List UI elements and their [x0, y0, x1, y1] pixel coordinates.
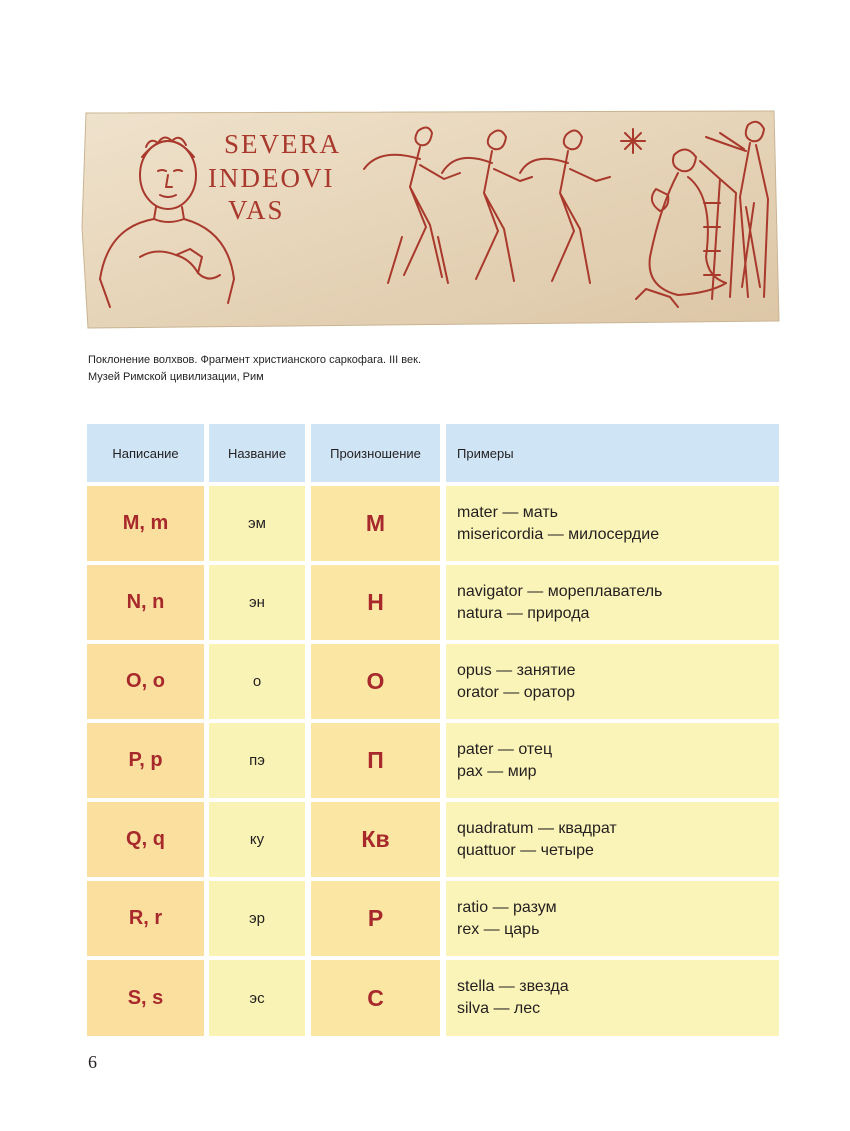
letter-pronunciation: М: [365, 510, 386, 536]
letter-pronunciation: Кв: [361, 826, 390, 852]
letter-cell: [87, 960, 204, 1036]
letter-name: эр: [249, 910, 265, 927]
letter-cell: [87, 565, 204, 640]
letter-name: о: [252, 673, 262, 690]
name-cell: [209, 565, 305, 640]
letter-cell: [87, 486, 204, 561]
example-1: mater — мать: [457, 503, 558, 521]
example-2: silva — лес: [457, 1000, 541, 1017]
name-cell: [209, 960, 305, 1036]
table-row: [87, 565, 779, 640]
letter-spelling: N, n: [126, 591, 165, 613]
example-2: orator — оратор: [457, 683, 575, 701]
letter-spelling: O, o: [126, 670, 165, 692]
table-row: [87, 486, 779, 561]
examples-cell: [446, 644, 779, 719]
examples-cell: [446, 960, 779, 1036]
example-2: pax — мир: [457, 762, 537, 780]
letter-name: ку: [249, 831, 265, 848]
letter-name: пэ: [249, 752, 265, 769]
sound-cell: [311, 565, 440, 640]
letter-spelling: R, r: [128, 907, 163, 929]
caption-line-2: Музей Римской цивилизации, Рим: [88, 371, 264, 383]
examples-cell: [446, 565, 779, 640]
letter-spelling: P, p: [128, 749, 163, 771]
letter-cell: [87, 723, 204, 798]
table-row: [87, 802, 779, 877]
header-name: Название: [209, 424, 305, 482]
inscription-line-3: VAS: [228, 195, 285, 225]
inscription-line-1: SEVERA: [224, 129, 342, 159]
table-row: [87, 881, 779, 956]
examples-cell: [446, 723, 779, 798]
table-header-row: [87, 424, 779, 482]
letter-spelling: Q, q: [126, 828, 165, 850]
header-pronunciation: Произношение: [311, 424, 440, 482]
name-cell: [209, 723, 305, 798]
name-cell: [209, 802, 305, 877]
sound-cell: [311, 960, 440, 1036]
header-examples: Примеры: [446, 424, 779, 482]
letter-name: эн: [249, 594, 265, 611]
examples-cell: [446, 802, 779, 877]
example-1: stella — звезда: [457, 978, 569, 995]
letter-pronunciation: Н: [367, 589, 384, 615]
example-1: quadratum — квадрат: [457, 819, 617, 837]
letter-pronunciation: С: [367, 984, 384, 1011]
name-cell: [209, 644, 305, 719]
sound-cell: [311, 486, 440, 561]
page-number: 6: [88, 1052, 97, 1072]
letter-spelling: S, s: [127, 986, 164, 1009]
letter-name: эм: [248, 515, 266, 532]
sound-cell: [311, 802, 440, 877]
sound-cell: [311, 723, 440, 798]
name-cell: [209, 881, 305, 956]
table-row: [87, 960, 779, 1036]
inscription-line-2: INDEOVI: [208, 163, 335, 193]
caption-line-1: Поклонение волхвов. Фрагмент христианского саркофага. III век.: [88, 354, 421, 366]
table-row: [87, 644, 779, 719]
example-2: natura — природа: [457, 604, 590, 622]
letter-pronunciation: П: [367, 747, 384, 773]
letter-cell: [87, 802, 204, 877]
image-caption: [88, 352, 421, 386]
letter-spelling: M, m: [122, 512, 169, 534]
name-cell: [209, 486, 305, 561]
letter-cell: [87, 881, 204, 956]
header-spelling: Написание: [87, 424, 204, 482]
sarcophagus-relief-image: [80, 107, 780, 329]
example-1: pater — отец: [457, 740, 553, 758]
example-2: misericordia — милосердие: [457, 525, 660, 543]
sound-cell: [311, 644, 440, 719]
example-2: rex — царь: [457, 920, 540, 938]
example-1: opus — занятие: [457, 661, 576, 679]
example-1: navigator — мореплаватель: [457, 582, 663, 600]
letter-cell: [87, 644, 204, 719]
examples-cell: [446, 881, 779, 956]
letter-pronunciation: О: [366, 668, 385, 694]
examples-cell: [446, 486, 779, 561]
example-1: ratio — разум: [457, 898, 557, 916]
example-2: quattuor — четыре: [457, 841, 594, 859]
letter-name: эс: [249, 989, 265, 1007]
sound-cell: [311, 881, 440, 956]
table-row: [87, 723, 779, 798]
letter-pronunciation: Р: [367, 905, 384, 931]
